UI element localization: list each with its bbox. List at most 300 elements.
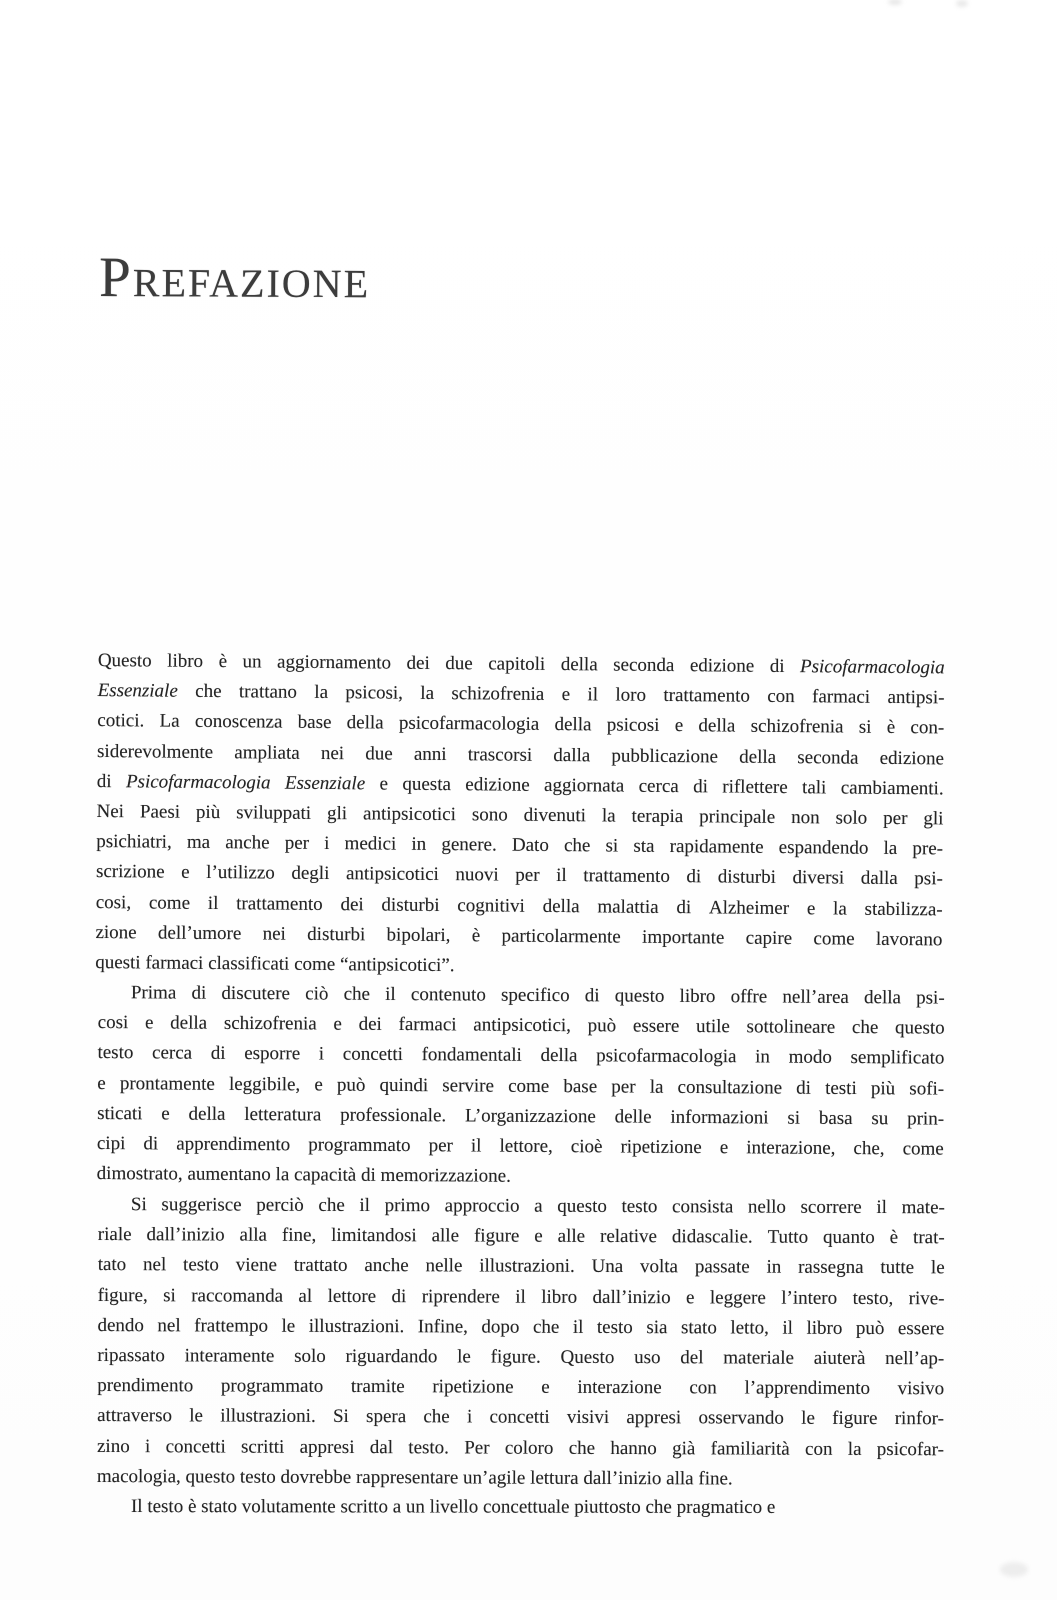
word: stabilizza- <box>864 898 943 921</box>
word: divenuti <box>523 804 587 827</box>
word: i <box>318 1044 325 1066</box>
word: tali <box>801 776 827 799</box>
word: cotici. <box>97 710 145 732</box>
word: osservando <box>698 1407 784 1429</box>
word: importante <box>641 926 725 949</box>
word: testo <box>97 1042 134 1064</box>
word: anche <box>225 832 270 854</box>
word: della <box>346 712 384 734</box>
word: sia <box>646 1316 668 1338</box>
word: genere. <box>441 834 497 856</box>
word: che, <box>853 1138 885 1160</box>
text-line <box>97 1461 944 1494</box>
word: della <box>188 1103 226 1125</box>
word: visivi <box>566 1406 610 1429</box>
paragraph <box>98 1492 945 1523</box>
word: la <box>275 1164 290 1186</box>
word: di <box>693 776 708 798</box>
book-title-italic: Essenziale <box>97 680 178 702</box>
word: psicofar- <box>876 1438 945 1460</box>
page-title: Prefazione <box>99 246 371 311</box>
word: come <box>294 953 336 976</box>
word: passate <box>694 1256 750 1278</box>
word: più <box>870 1077 896 1100</box>
word: cambiamenti. <box>840 777 944 800</box>
word: pre- <box>912 838 944 860</box>
word: l’apprendimento <box>744 1377 871 1399</box>
word: attraverso <box>97 1405 173 1427</box>
word: disturbi <box>307 923 366 946</box>
book-title-italic: Psicofarmacologia <box>125 771 271 794</box>
word: di <box>796 1077 812 1099</box>
word: fine, <box>281 1224 317 1246</box>
word: illustrazioni. <box>308 1315 405 1337</box>
word: consista <box>672 1195 734 1218</box>
word: pragmatico <box>676 1496 763 1518</box>
word: più <box>195 801 221 824</box>
word: esporre <box>244 1043 301 1065</box>
word: consultazione <box>677 1076 783 1099</box>
word: conoscenza <box>194 711 283 734</box>
word: lettore <box>327 1285 377 1307</box>
word: ma <box>186 832 211 854</box>
word: rappresentare <box>355 1466 459 1488</box>
word: riflettere <box>722 776 788 798</box>
word: di <box>143 1133 159 1155</box>
word: con <box>767 686 795 708</box>
word: scorrere <box>800 1196 862 1218</box>
word: le <box>281 1315 296 1337</box>
word: terapia <box>631 805 684 828</box>
word: gli <box>326 803 348 825</box>
word: i <box>466 1406 473 1428</box>
word: modo <box>788 1047 832 1069</box>
word: la <box>847 1438 862 1460</box>
word: trattamento <box>583 865 670 888</box>
word: al <box>298 1285 313 1307</box>
word: leggibile, <box>228 1073 301 1096</box>
word: antipsicotici <box>345 863 439 886</box>
word: fondamentali <box>421 1044 522 1067</box>
word: trattamento <box>663 685 751 707</box>
word: dell’umore <box>157 922 242 945</box>
word: particolarmente <box>501 925 621 948</box>
word: di <box>584 985 600 1007</box>
word: il <box>572 1316 584 1338</box>
word: può <box>855 1317 885 1339</box>
word: relative <box>600 1225 658 1248</box>
word: dopo <box>481 1315 520 1338</box>
word: gli <box>923 808 944 830</box>
word: volta <box>639 1256 679 1278</box>
word: materiale <box>723 1347 795 1369</box>
word: si <box>163 1284 176 1306</box>
word: con <box>805 1437 833 1460</box>
word: il <box>470 1135 482 1157</box>
word: apprendimento <box>176 1133 291 1156</box>
word: nel <box>142 1254 167 1276</box>
word: zione <box>95 921 137 944</box>
word: della <box>542 895 580 917</box>
word: un <box>405 1496 425 1518</box>
word: piuttosto <box>574 1496 641 1518</box>
word: solo <box>835 807 868 829</box>
word: come <box>902 1138 944 1160</box>
word: letto, <box>730 1316 769 1339</box>
word: è <box>471 925 481 947</box>
word: la <box>883 838 898 860</box>
word: Si <box>130 1193 147 1215</box>
word: dei <box>406 652 430 674</box>
word: può <box>336 1074 366 1096</box>
word: il <box>359 1194 371 1216</box>
word: psi- <box>914 868 943 890</box>
word: quindi <box>379 1074 429 1097</box>
word: servire <box>442 1075 495 1097</box>
word: nell’ap- <box>885 1347 945 1369</box>
word: si <box>858 717 872 739</box>
word: un’agile <box>463 1466 526 1489</box>
word: dalla <box>860 868 898 890</box>
word: della <box>554 714 592 736</box>
word: non <box>791 807 820 829</box>
word: di <box>210 1043 226 1065</box>
word: dal <box>369 1436 394 1458</box>
word: raccomanda <box>191 1284 284 1306</box>
word: limitandosi <box>331 1224 417 1247</box>
word: libro <box>167 650 204 672</box>
word: cerca <box>151 1043 193 1065</box>
word: Dato <box>511 834 549 857</box>
word: la <box>601 805 616 827</box>
word: libro <box>541 1285 578 1308</box>
word: essere <box>632 1015 680 1038</box>
word: medici <box>344 833 397 855</box>
word: dei <box>358 1014 382 1036</box>
word: nuovi <box>455 864 499 886</box>
word: antipsi- <box>887 687 945 709</box>
text-line <box>97 1431 944 1464</box>
word: Prima <box>130 982 177 1004</box>
word: cipi <box>96 1133 126 1155</box>
word: informazioni <box>670 1106 769 1129</box>
word: ripetizione <box>432 1376 514 1398</box>
word: loro <box>615 684 647 706</box>
word: testo. <box>408 1436 449 1458</box>
word: concetti <box>342 1044 404 1066</box>
word: nei <box>320 742 345 764</box>
word: programmato <box>220 1375 324 1397</box>
word: concettuale <box>482 1496 570 1518</box>
word: Una <box>591 1255 624 1278</box>
word: trattamento <box>236 892 323 915</box>
word: quanto <box>823 1226 875 1248</box>
word: nei <box>262 923 286 945</box>
word: Il <box>130 1495 143 1517</box>
word: scritto <box>340 1496 388 1518</box>
word: L’organizzazione <box>464 1105 596 1128</box>
word: pubblicazione <box>611 745 719 768</box>
word: illustrazioni. <box>220 1405 316 1427</box>
word: Paesi <box>139 801 181 823</box>
word: il <box>556 865 567 887</box>
word: sottolineare <box>746 1016 836 1039</box>
word: delle <box>614 1106 652 1128</box>
word: psi- <box>916 987 945 1009</box>
word: appresi <box>299 1436 355 1458</box>
word: prin- <box>907 1108 945 1130</box>
text-line <box>97 1371 944 1404</box>
word: fine. <box>698 1467 733 1489</box>
word: Nei <box>96 801 125 823</box>
word: antipsicotici, <box>473 1014 572 1037</box>
word: schizofrenia <box>223 1013 317 1035</box>
word: Infine, <box>417 1315 468 1337</box>
word: il <box>207 892 219 914</box>
word: il <box>385 984 396 1006</box>
word: la <box>420 683 435 705</box>
word: e <box>161 1103 170 1125</box>
word: si <box>605 835 619 857</box>
word: della <box>739 746 777 768</box>
word: interazione, <box>746 1137 836 1160</box>
word: ampliata <box>234 741 300 764</box>
text-line <box>97 1310 944 1343</box>
word: psicofarmacologia <box>398 713 540 736</box>
word: dendo <box>97 1314 144 1336</box>
word: che <box>423 1406 450 1428</box>
word: Si <box>332 1405 349 1428</box>
word: malattia <box>597 895 659 918</box>
paragraph <box>95 646 945 986</box>
word: Tutto <box>767 1226 809 1248</box>
word: capacità <box>293 1164 357 1187</box>
word: un <box>242 651 262 673</box>
word: su <box>871 1108 889 1130</box>
word: farmaci <box>812 686 871 708</box>
word: cioè <box>570 1136 603 1158</box>
word: anni <box>413 743 447 765</box>
word: del <box>680 1346 704 1368</box>
word: alla <box>239 1224 268 1246</box>
word: mate- <box>901 1196 945 1218</box>
word: illustrazioni. <box>479 1255 575 1277</box>
word: letteratura <box>244 1104 322 1126</box>
word: psicosi, <box>345 682 404 704</box>
word: farmaci <box>145 952 204 974</box>
word: capitoli <box>488 653 546 675</box>
word: offre <box>730 986 768 1008</box>
paragraph <box>97 1190 945 1495</box>
word: per <box>611 1076 636 1098</box>
word: Questo <box>560 1346 615 1368</box>
word: stato <box>680 1316 717 1338</box>
word: utile <box>696 1016 730 1038</box>
word: alle <box>431 1225 460 1247</box>
word: della <box>540 1045 578 1067</box>
word: espandendo <box>778 837 869 859</box>
word: La <box>159 710 180 733</box>
word: dalla <box>553 744 591 766</box>
word: sviluppati <box>236 802 312 824</box>
word: cerca <box>638 775 679 797</box>
word: antipsicotici <box>362 803 457 826</box>
word: può <box>587 1015 617 1037</box>
word: trattato <box>293 1254 348 1277</box>
word: che <box>532 1316 560 1338</box>
word: sta <box>633 835 655 858</box>
word: testo <box>183 1254 219 1276</box>
word: sono <box>471 804 508 826</box>
word: rassegna <box>798 1256 864 1279</box>
word: questi <box>95 952 141 974</box>
text-line <box>98 1250 945 1283</box>
word: disturbi <box>717 866 777 889</box>
word: questo <box>185 1465 236 1488</box>
word: di <box>676 896 692 918</box>
word: che <box>318 1194 345 1216</box>
word: scritti <box>241 1435 285 1457</box>
word: sofi- <box>909 1078 945 1100</box>
word: ripetizione <box>620 1136 702 1159</box>
word: figure. <box>490 1346 541 1368</box>
word: e <box>766 1496 776 1518</box>
word: come <box>813 928 855 950</box>
word: libro <box>806 1317 843 1339</box>
word: interazione <box>577 1376 662 1399</box>
word: contenuto <box>410 984 486 1006</box>
word: ripassato <box>97 1344 165 1366</box>
word: familiarità <box>710 1437 790 1459</box>
word: e <box>333 1014 342 1036</box>
word: per <box>515 865 540 887</box>
scan-artifact <box>956 0 968 7</box>
word: interamente <box>184 1345 275 1367</box>
word: principale <box>699 806 776 828</box>
word: “antipsicotici”. <box>339 954 455 977</box>
word: che <box>645 1496 672 1518</box>
word: della <box>863 987 902 1009</box>
text-line <box>97 1341 944 1374</box>
word: lettore, <box>499 1135 553 1158</box>
word: e <box>97 1072 106 1094</box>
word: professionale. <box>340 1104 447 1127</box>
word: della <box>170 1012 208 1035</box>
word: visivo <box>897 1377 945 1400</box>
word: di <box>191 982 207 1004</box>
word: ciò <box>305 983 329 1005</box>
word: cosi <box>97 1012 129 1034</box>
word: spera <box>366 1406 407 1428</box>
word: dall’inizio <box>146 1224 225 1246</box>
word: testo <box>147 1495 184 1517</box>
word: cosi, <box>95 891 132 913</box>
word: siderevolmente <box>96 740 214 763</box>
word: di <box>391 1285 407 1307</box>
word: riale <box>97 1223 132 1245</box>
word: appresi <box>626 1407 682 1429</box>
word: trascorsi <box>467 743 533 766</box>
word: specifico <box>500 984 570 1007</box>
word: la <box>314 682 329 704</box>
word: le <box>189 1405 204 1427</box>
word: psicosi <box>606 714 660 737</box>
word: hanno <box>610 1437 657 1459</box>
word: sticati <box>97 1103 143 1125</box>
word: riguardando <box>345 1345 438 1367</box>
word: dall’inizio <box>592 1286 671 1308</box>
word: memorizzazione. <box>380 1165 511 1188</box>
word: questo <box>895 1017 945 1040</box>
word: che <box>851 1017 879 1039</box>
word: a <box>534 1195 543 1217</box>
word: come <box>508 1075 550 1097</box>
word: e <box>314 1074 323 1096</box>
word: in <box>766 1256 782 1278</box>
word: libro <box>679 986 716 1008</box>
word: che <box>568 1437 596 1459</box>
word: e <box>181 862 190 884</box>
word: e <box>379 773 389 795</box>
word: semplificato <box>850 1047 945 1070</box>
word: le <box>801 1407 815 1429</box>
word: rapidamente <box>669 836 764 859</box>
scan-artifact <box>888 0 902 5</box>
word: di <box>686 866 702 888</box>
word: che <box>563 835 591 857</box>
word: degli <box>291 863 330 885</box>
word: programmato <box>308 1134 411 1157</box>
word: farmaci <box>398 1014 457 1036</box>
word: tutte <box>880 1257 915 1279</box>
word: testo <box>596 1316 633 1338</box>
word: nell’area <box>782 986 849 1009</box>
word: dall’inizio <box>583 1467 662 1489</box>
word: questo <box>614 985 665 1007</box>
word: edizione <box>879 747 945 769</box>
word: trattano <box>238 681 298 703</box>
word: due <box>445 653 473 675</box>
word: dei <box>340 893 364 915</box>
word: coloro <box>504 1436 554 1459</box>
word: alle <box>557 1225 586 1247</box>
word: è <box>187 1495 197 1517</box>
word: le <box>930 1257 945 1279</box>
word: che <box>343 983 371 1006</box>
word: e <box>674 715 684 737</box>
word: aumentano <box>187 1164 271 1186</box>
word: il <box>587 684 599 706</box>
word: tramite <box>350 1375 405 1398</box>
word: come <box>148 892 191 914</box>
word: i <box>324 833 330 855</box>
word: questo <box>557 1195 607 1217</box>
word: zino <box>96 1435 130 1457</box>
word: per <box>284 832 310 855</box>
word: di <box>769 655 785 677</box>
word: schizofrenia <box>451 683 545 706</box>
scan-artifact <box>1000 1562 1028 1577</box>
text-line <box>98 1190 945 1223</box>
word: aggiornata <box>544 774 625 797</box>
word: tato <box>97 1254 127 1276</box>
word: bipolari, <box>386 924 451 946</box>
word: è <box>889 1226 899 1248</box>
word: di <box>96 770 112 792</box>
word: figure <box>473 1225 520 1247</box>
word: concetti <box>165 1435 226 1457</box>
word: capire <box>745 927 793 949</box>
